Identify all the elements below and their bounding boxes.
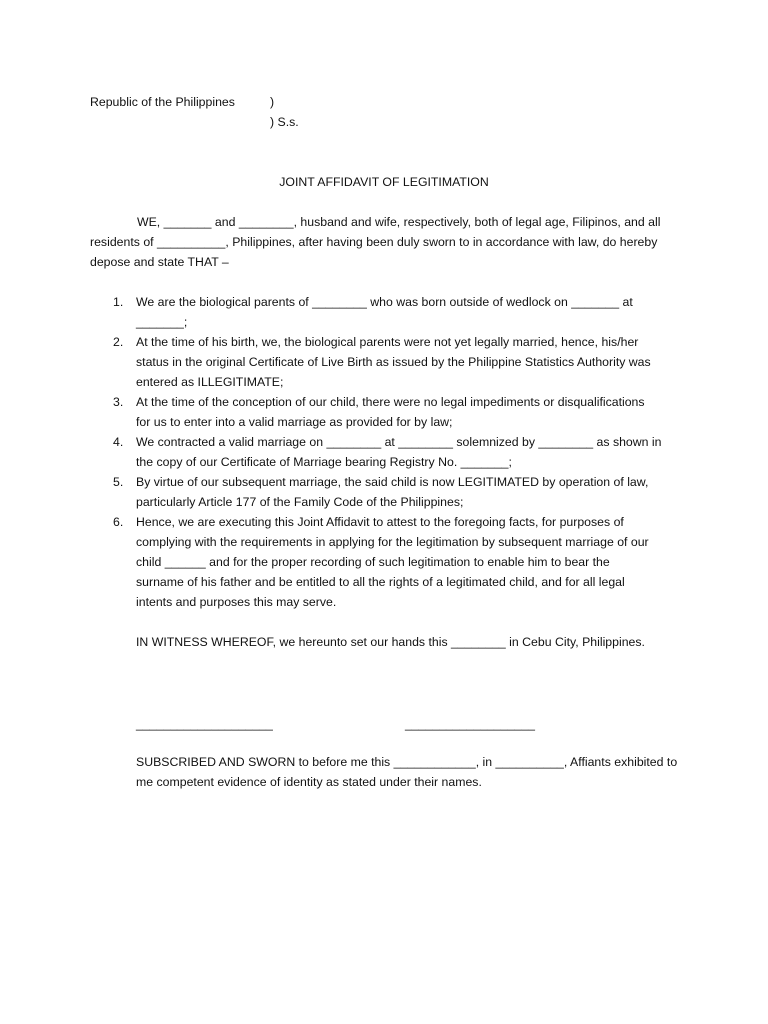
venue-paren: ) (270, 95, 275, 109)
item-line: _______; (136, 315, 188, 329)
jurat-paragraph (136, 752, 677, 792)
jurat-line: SUBSCRIBED AND SWORN to before me this ____________, in __________, Affiants exhibited to (136, 755, 678, 769)
item-line: complying with the requirements in applying for the legitimation by subsequent marriage of our (136, 535, 649, 549)
list-item (136, 512, 696, 612)
item-line: entered as ILLEGITIMATE; (136, 375, 284, 389)
signature-line-left: ____________________ (136, 717, 273, 731)
intro-line: depose and state THAT – (90, 255, 229, 269)
item-line: We contracted a valid marriage on ________ at ________ solemnized by ________ as shown in (136, 435, 662, 449)
item-line: At the time of his birth, we, the biological parents were not yet legally married, hence, his/her (136, 335, 639, 349)
witness-clause: IN WITNESS WHEREOF, we hereunto set our hands this ________ in Cebu City, Philippines. (136, 635, 645, 649)
list-item (136, 392, 696, 432)
item-number: 3. (113, 395, 124, 409)
list-item (136, 432, 696, 472)
intro-paragraph (90, 212, 660, 272)
item-number: 2. (113, 335, 124, 349)
item-line: for us to enter into a valid marriage as provided for by law; (136, 415, 453, 429)
item-line: surname of his father and be entitled to all the rights of a legitimated child, and for all legal (136, 575, 625, 589)
list-item (136, 292, 696, 332)
item-line: By virtue of our subsequent marriage, the said child is now LEGITIMATED by operation of law, (136, 475, 649, 489)
item-number: 1. (113, 295, 124, 309)
item-line: the copy of our Certificate of Marriage bearing Registry No. _______; (136, 455, 512, 469)
jurat-line: me competent evidence of identity as stated under their names. (136, 775, 482, 789)
item-number: 6. (113, 515, 124, 529)
list-item (136, 332, 696, 392)
venue-ss: ) S.s. (270, 115, 299, 129)
intro-line: WE, _______ and ________, husband and wife, respectively, both of legal age, Filipinos, and all (137, 215, 661, 229)
republic-label: Republic of the Philippines (90, 95, 235, 109)
item-line: particularly Article 177 of the Family Code of the Philippines; (136, 495, 464, 509)
item-line: We are the biological parents of ________ who was born outside of wedlock on _______ at (136, 295, 633, 309)
item-number: 5. (113, 475, 124, 489)
item-number: 4. (113, 435, 124, 449)
item-line: status in the original Certificate of Live Birth as issued by the Philippine Statistics Authority was (136, 355, 651, 369)
list-item (136, 472, 696, 512)
intro-line: residents of __________, Philippines, after having been duly sworn to in accordance with law, do hereby (90, 235, 658, 249)
signature-line-right: ___________________ (405, 717, 535, 731)
item-line: Hence, we are executing this Joint Affidavit to attest to the foregoing facts, for purposes of (136, 515, 624, 529)
document-title: JOINT AFFIDAVIT OF LEGITIMATION (279, 175, 489, 189)
item-line: At the time of the conception of our child, there were no legal impediments or disqualifications (136, 395, 645, 409)
item-line: child ______ and for the proper recording of such legitimation to enable him to bear the (136, 555, 610, 569)
item-line: intents and purposes this may serve. (136, 595, 337, 609)
